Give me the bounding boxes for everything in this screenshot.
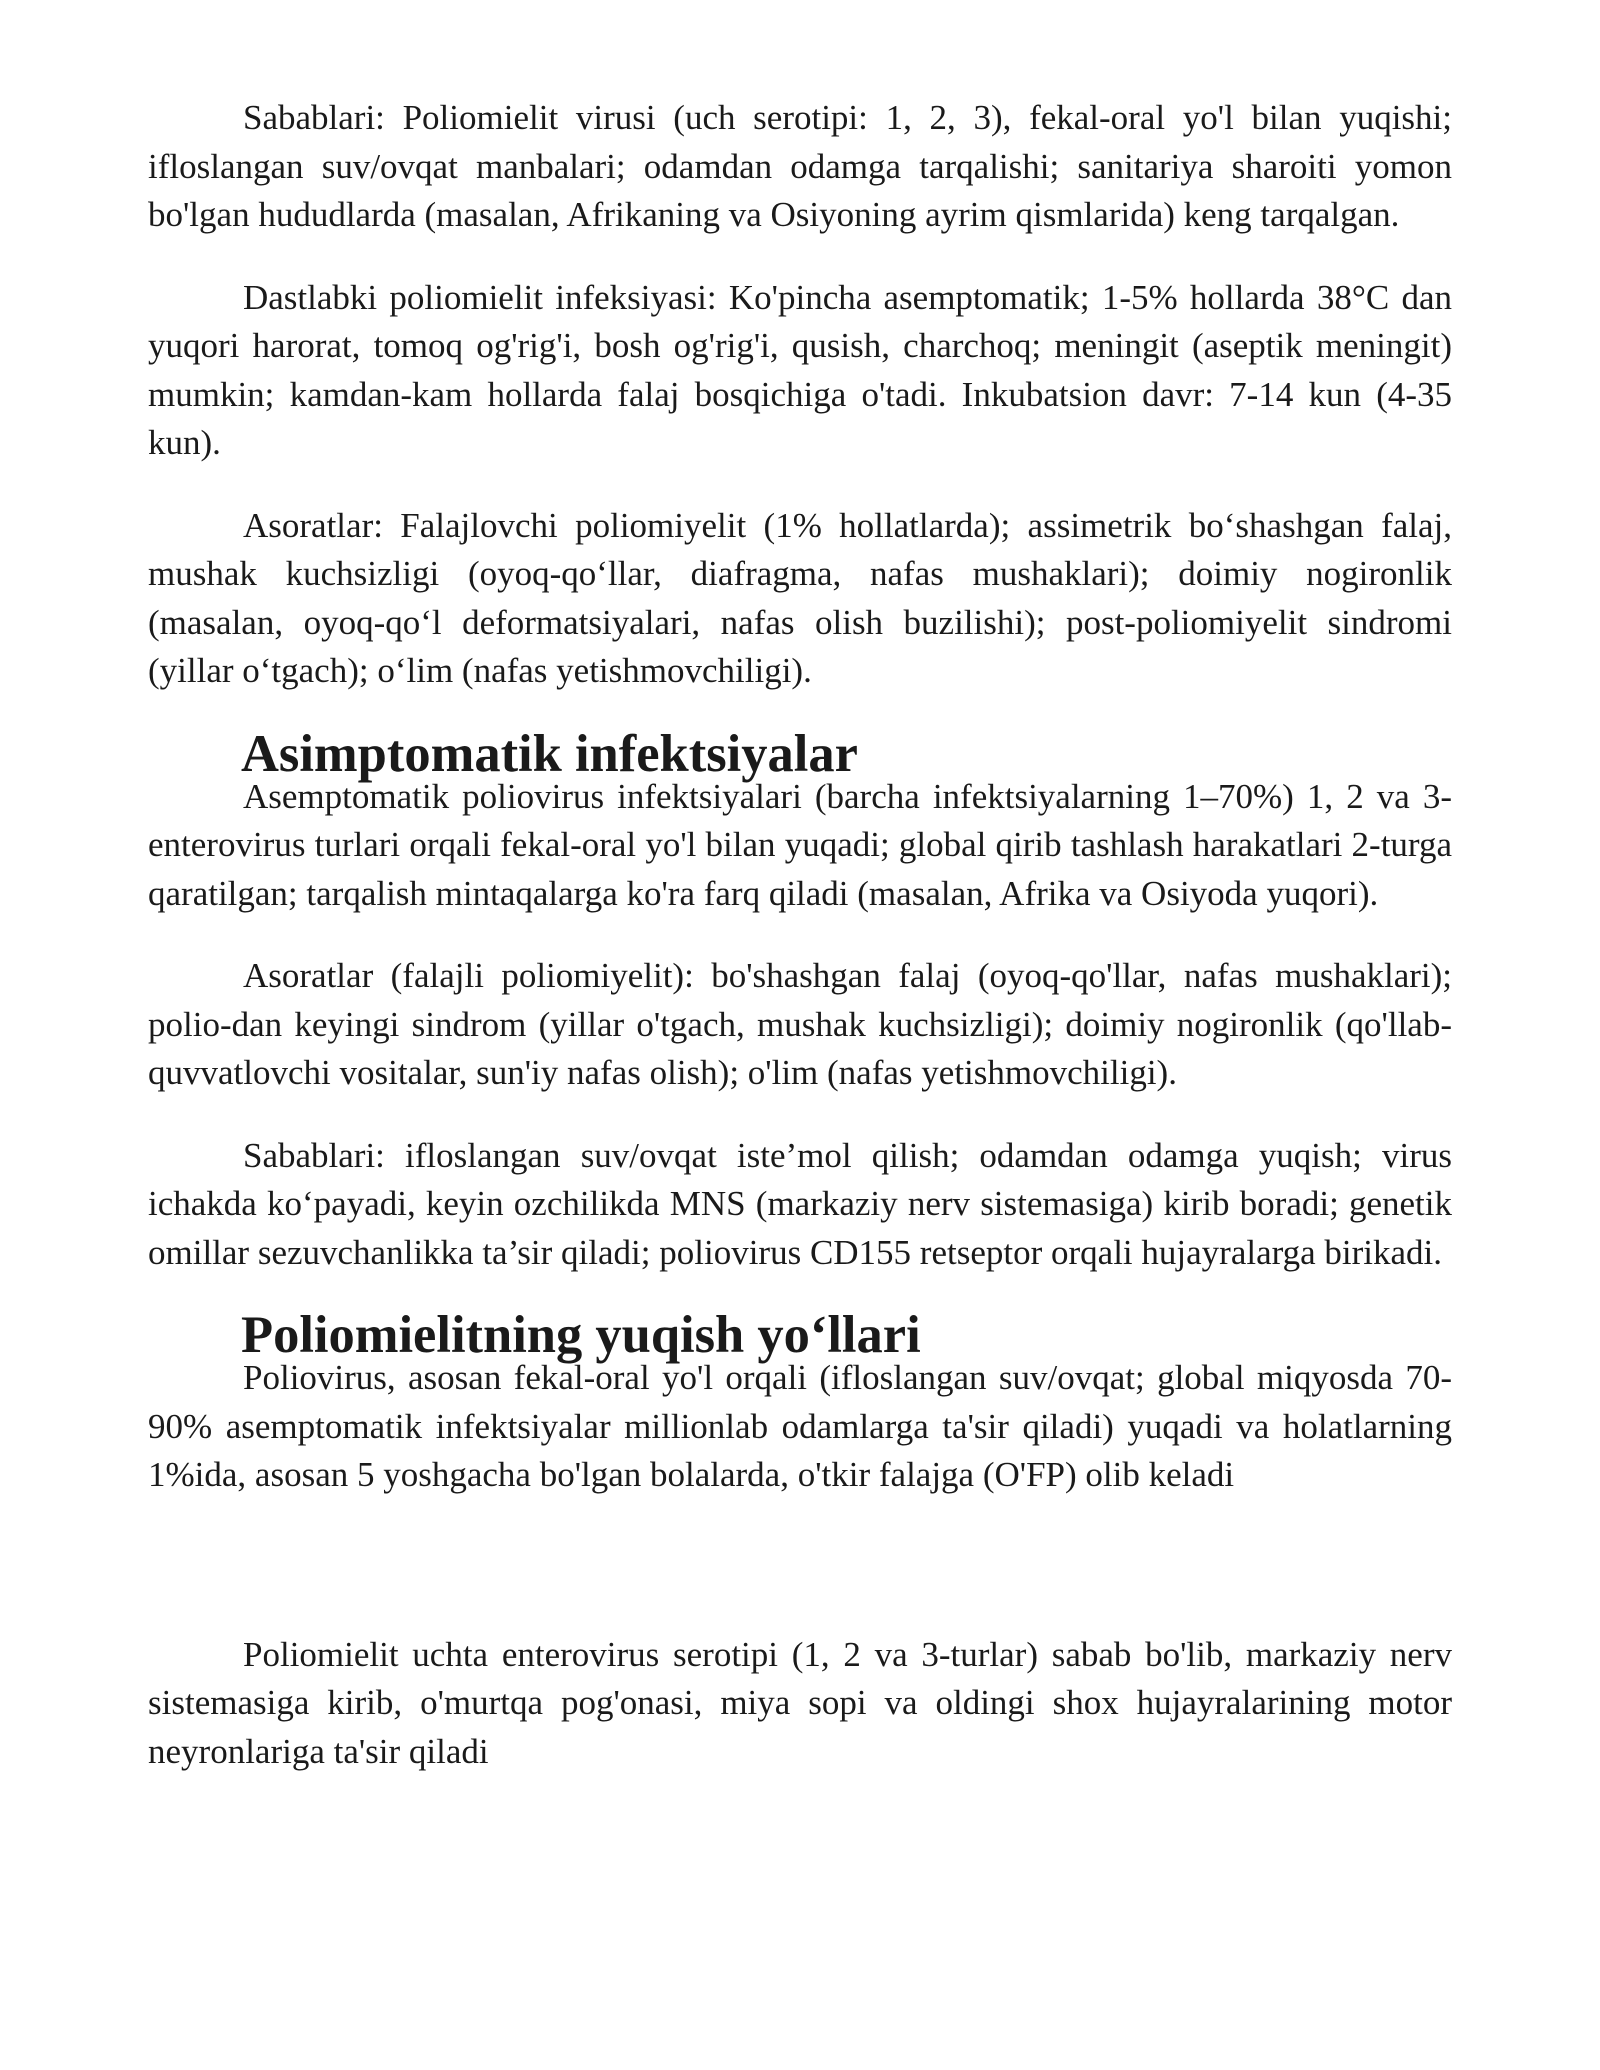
section-heading-asimptomatik: Asimptomatik infektsiyalar xyxy=(241,724,858,783)
paragraph-asoratlar-falajli: Asoratlar (falajli poliomiyelit): bo'shashgan falaj (oyoq-qo'llar, nafas mushaklari); polio-dan keyingi sindrom (yillar o'tgach, mushak kuchsizligi); doimiy nogironlik (qo'llab-quvvatlovchi vositalar, sun'iy nafas olish); o'lim (nafas yetishmovchiligi). xyxy=(148,956,1452,1092)
paragraph-asoratlar: Asoratlar: Falajlovchi poliomiyelit (1% hollatlarda); assimetrik bo‘shashgan falaj, mushak kuchsizligi (oyoq-qo‘llar, diafragma, nafas mushaklari); doimiy nogironlik (masalan, oyoq-qo‘l deformatsiyalari, nafas olish buzilishi); post-poliomiyelit sindromi (yillar o‘tgach); o‘lim (nafas yetishmovchiligi). xyxy=(148,505,1452,690)
paragraph-asemptomatik-infektsiyalar: Asemptomatik poliovirus infektsiyalari (barcha infektsiyalarning 1–70%) 1, 2 va 3-enterovirus turlari orqali fekal-oral yo'l bilan yuqadi; global qirib tashlash harakatlari 2-turga qaratilgan; tarqalish mintaqalarga ko'ra farq qiladi (masalan, Afrika va Osiyoda yuqori). xyxy=(148,776,1452,913)
paragraph-dastlabki-infeksiya: Dastlabki poliomielit infeksiyasi: Ko'pincha asemptomatik; 1-5% hollarda 38°C dan yuqori harorat, tomoq og'rig'i, bosh og'rig'i, qusish, charchoq; meningit (aseptik meningit) mumkin; kamdan-kam hollarda falaj bosqichiga o'tadi. Inkubatsion davr: 7-14 kun (4-35 kun). xyxy=(148,277,1452,462)
paragraph-sabablari-2: Sabablari: ifloslangan suv/ovqat iste’mol qilish; odamdan odamga yuqish; virus ichakda ko‘payadi, keyin ozchilikda MNS (markaziy nerv sistemasiga) kirib boradi; genetik omillar sezuvchanlikka ta’sir qiladi; poliovirus CD155 retseptor orqali hujayralarga birikadi. xyxy=(148,1135,1452,1272)
document-page xyxy=(148,94,1452,1776)
section-heading-yuqish-yollari: Poliomielitning yuqish yo‘llari xyxy=(241,1306,921,1364)
paragraph-poliovirus-yuqishi: Poliovirus, asosan fekal-oral yo'l orqali (ifloslangan suv/ovqat; global miqyosda 70-90% asemptomatik infektsiyalar millionlab odamlarga ta'sir qiladi) yuqadi va holatlarning 1%ida, asosan 5 yoshgacha bo'lgan bolalarda, o'tkir falajga (O'FP) olib keladi xyxy=(148,1358,1452,1494)
paragraph-sabablari: Sabablari: Poliomielit virusi (uch serotipi: 1, 2, 3), fekal-oral yo'l bilan yuqishi; ifloslangan suv/ovqat manbalari; odamdan odamga tarqalishi; sanitariya sharoiti yomon bo'lgan hududlarda (masalan, Afrikaning va Osiyoning ayrim qismlarida) keng tarqalgan. xyxy=(148,98,1452,234)
paragraph-uchta-serotip: Poliomielit uchta enterovirus serotipi (1, 2 va 3-turlar) sabab bo'lib, markaziy nerv sistemasiga kirib, o'murtqa pog'onasi, miya sopi va oldingi shox hujayralarining motor neyronlariga ta'sir qiladi xyxy=(148,1634,1452,1771)
